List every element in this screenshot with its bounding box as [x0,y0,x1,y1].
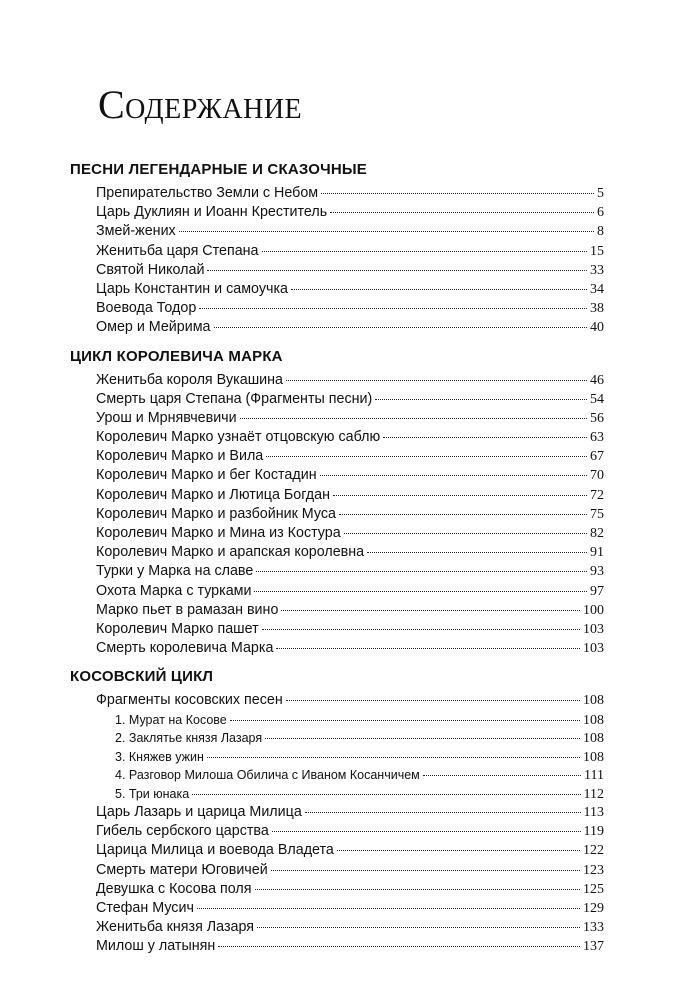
entry-list [70,371,604,659]
entry-page-number: 129 [583,900,604,916]
dot-leader [207,269,587,271]
toc-entry [96,620,604,639]
dot-leader [255,888,580,890]
toc-entry [96,691,604,710]
toc-section-legendary [70,160,604,338]
entry-page-number: 122 [583,843,604,859]
entry-page-number: 34 [590,281,604,297]
toc-subentry [115,785,604,804]
entry-title: Милош у латынян [96,938,216,955]
dot-leader [240,417,587,419]
entry-page-number: 100 [583,602,604,618]
entry-title: Женитьба короля Вукашина [96,371,283,388]
entry-page-number: 103 [583,621,604,637]
entry-page-number: 15 [590,243,604,259]
dot-leader [375,398,587,400]
toc-entry [96,841,604,860]
entry-page-number: 108 [583,749,604,765]
dot-leader [286,379,587,381]
entry-title: Королевич Марко и Мина из Костура [96,525,341,541]
toc-entry [96,803,604,822]
toc-entry [96,486,604,505]
entry-title: Святой Николай [96,261,205,278]
toc-entry [96,466,604,485]
entry-page-number: 108 [583,731,604,746]
dot-leader [230,719,580,721]
entry-page-number: 63 [590,430,604,446]
dot-leader [321,192,594,194]
section-heading: ЦИКЛ КОРОЛЕВИЧА МАРКА [70,347,283,365]
entry-title: Королевич Марко и Вила [96,448,264,465]
entry-title: Фрагменты косовских песен [96,692,283,709]
dot-leader [207,756,580,758]
dot-leader [199,307,587,309]
dot-leader [254,590,587,592]
entry-title: Королевич Марко и арапская королевна [96,544,365,561]
entry-title: 1. Мурат на Косове [115,712,227,727]
toc-subentry [115,748,604,767]
dot-leader [218,945,580,947]
section-heading: ПЕСНИ ЛЕГЕНДАРНЫЕ И СКАЗОЧНЫЕ [70,161,367,178]
entry-page-number: 38 [590,301,604,317]
dot-leader [330,211,594,213]
toc-entry [96,543,604,562]
dot-leader [337,849,580,851]
entry-title: Королевич Марко и Лютица Богдан [96,486,330,503]
entry-title: Урош и Мрнявчевичи [96,409,237,426]
dot-leader [291,288,587,290]
entry-page-number: 111 [584,768,604,783]
toc-entry [96,505,604,524]
toc-entry [96,409,604,428]
entry-title: 5. Три юнака [115,786,190,801]
entry-list [70,184,604,338]
dot-leader [271,869,580,871]
dot-leader [272,830,581,832]
entry-page-number: 103 [583,641,604,657]
dot-leader [265,737,580,739]
toc-entry [96,639,604,658]
toc-entry [96,447,604,466]
entry-title: 4. Разговор Милоша Обилича с Иваном Косанчичем [115,768,420,782]
toc-subentry [115,766,604,785]
entry-page-number: 5 [597,186,604,201]
entry-title: Царь Лазарь и царица Милица [96,804,302,820]
dot-leader [262,628,580,630]
entry-title: Королевич Марко пашет [96,620,259,637]
toc-entry [96,203,604,222]
dot-leader [179,230,594,232]
entry-title: Царь Константин и самоучка [96,280,288,297]
toc-subentry [115,711,604,730]
entry-page-number: 113 [583,805,604,820]
entry-title: Женитьба князя Лазаря [96,919,255,936]
entry-page-number: 108 [583,712,604,728]
entry-title: Стефан Мусич [96,899,194,916]
entry-page-number: 46 [590,372,604,388]
entry-title: Смерть царя Степана (Фрагменты песни) [96,390,373,407]
entry-title: Девушка с Косова поля [96,880,252,897]
entry-title: Царица Милица и воевода Владета [96,842,334,859]
toc-subentry [115,729,604,748]
dot-leader [320,474,587,476]
toc-entry [96,562,604,581]
dot-leader [339,513,587,515]
entry-title: 2. Заклятье князя Лазаря [115,731,263,745]
entry-page-number: 97 [590,583,604,599]
entry-page-number: 82 [590,526,604,541]
dot-leader [383,436,587,438]
toc-entry [96,524,604,543]
entry-page-number: 123 [583,862,604,878]
section-heading: КОСОВСКИЙ ЦИКЛ [70,668,214,686]
entry-title: Охота Марка с турками [96,582,252,599]
entry-title: 3. Княжев ужин [115,749,204,764]
dot-leader [305,811,581,813]
entry-page-number: 67 [590,449,604,465]
entry-list [70,691,604,956]
entry-title: Препирательство Земли с Небом [96,185,319,201]
entry-title: Марко пьет в рамазан вино [96,601,279,618]
entry-title: Королевич Марко узнаёт отцовскую саблю [96,429,381,446]
dot-leader [367,551,587,553]
entry-title: Царь Дуклиян и Иоанн Креститель [96,204,328,221]
toc-entry [96,880,604,899]
entry-page-number: 133 [583,920,604,936]
entry-page-number: 8 [597,224,604,240]
entry-page-number: 125 [583,881,604,897]
entry-page-number: 93 [590,564,604,580]
entry-title: Смерть королевича Марка [96,640,274,657]
entry-title: Змей-жених [96,223,176,240]
entry-title: Королевич Марко и бег Костадин [96,467,317,484]
toc-entry [96,371,604,390]
entry-page-number: 75 [590,506,604,522]
entry-page-number: 33 [590,262,604,278]
dot-leader [214,326,587,328]
toc-section-kosovo [70,667,604,956]
entry-page-number: 70 [590,468,604,484]
entry-page-number: 112 [583,786,604,802]
entry-title: Женитьба царя Степана [96,242,259,259]
toc-entry [96,822,604,841]
entry-page-number: 119 [583,824,604,840]
dot-leader [266,455,587,457]
toc-entry [96,582,604,601]
toc-entry [96,299,604,318]
entry-page-number: 40 [590,320,604,336]
dot-leader [333,494,587,496]
toc-entry [96,390,604,409]
entry-title: Омер и Мейрима [96,319,211,336]
dot-leader [281,609,580,611]
toc-entry [96,899,604,918]
toc-entry [96,937,604,956]
toc-entry [96,861,604,880]
entry-title: Турки у Марка на славе [96,563,254,580]
toc-entry [96,918,604,937]
toc-entry [96,261,604,280]
entry-title: Королевич Марко и разбойник Муса [96,505,336,522]
dot-leader [286,699,580,701]
entry-page-number: 72 [590,487,604,503]
entry-page-number: 137 [583,939,604,955]
dot-leader [423,774,581,776]
entry-title: Смерть матери Юговичей [96,861,268,878]
dot-leader [256,570,587,572]
entry-page-number: 54 [590,391,604,407]
dot-leader [257,926,580,928]
entry-page-number: 56 [590,410,604,426]
toc-section-marko [70,347,604,659]
dot-leader [192,793,580,795]
entry-page-number: 6 [597,205,604,221]
dot-leader [262,250,588,252]
toc-entry [96,184,604,203]
entry-page-number: 91 [590,545,604,561]
entry-title: Воевода Тодор [96,300,197,317]
toc-entry [96,222,604,241]
entry-page-number: 108 [583,693,604,709]
dot-leader [276,647,580,649]
table-of-contents [70,160,604,966]
page-title: Содержание [98,82,303,127]
toc-entry [96,428,604,447]
entry-title: Гибель сербского царства [96,823,269,840]
dot-leader [344,532,587,534]
toc-entry [96,601,604,620]
toc-entry [96,242,604,261]
toc-entry [96,280,604,299]
dot-leader [197,907,580,909]
toc-entry [96,318,604,337]
